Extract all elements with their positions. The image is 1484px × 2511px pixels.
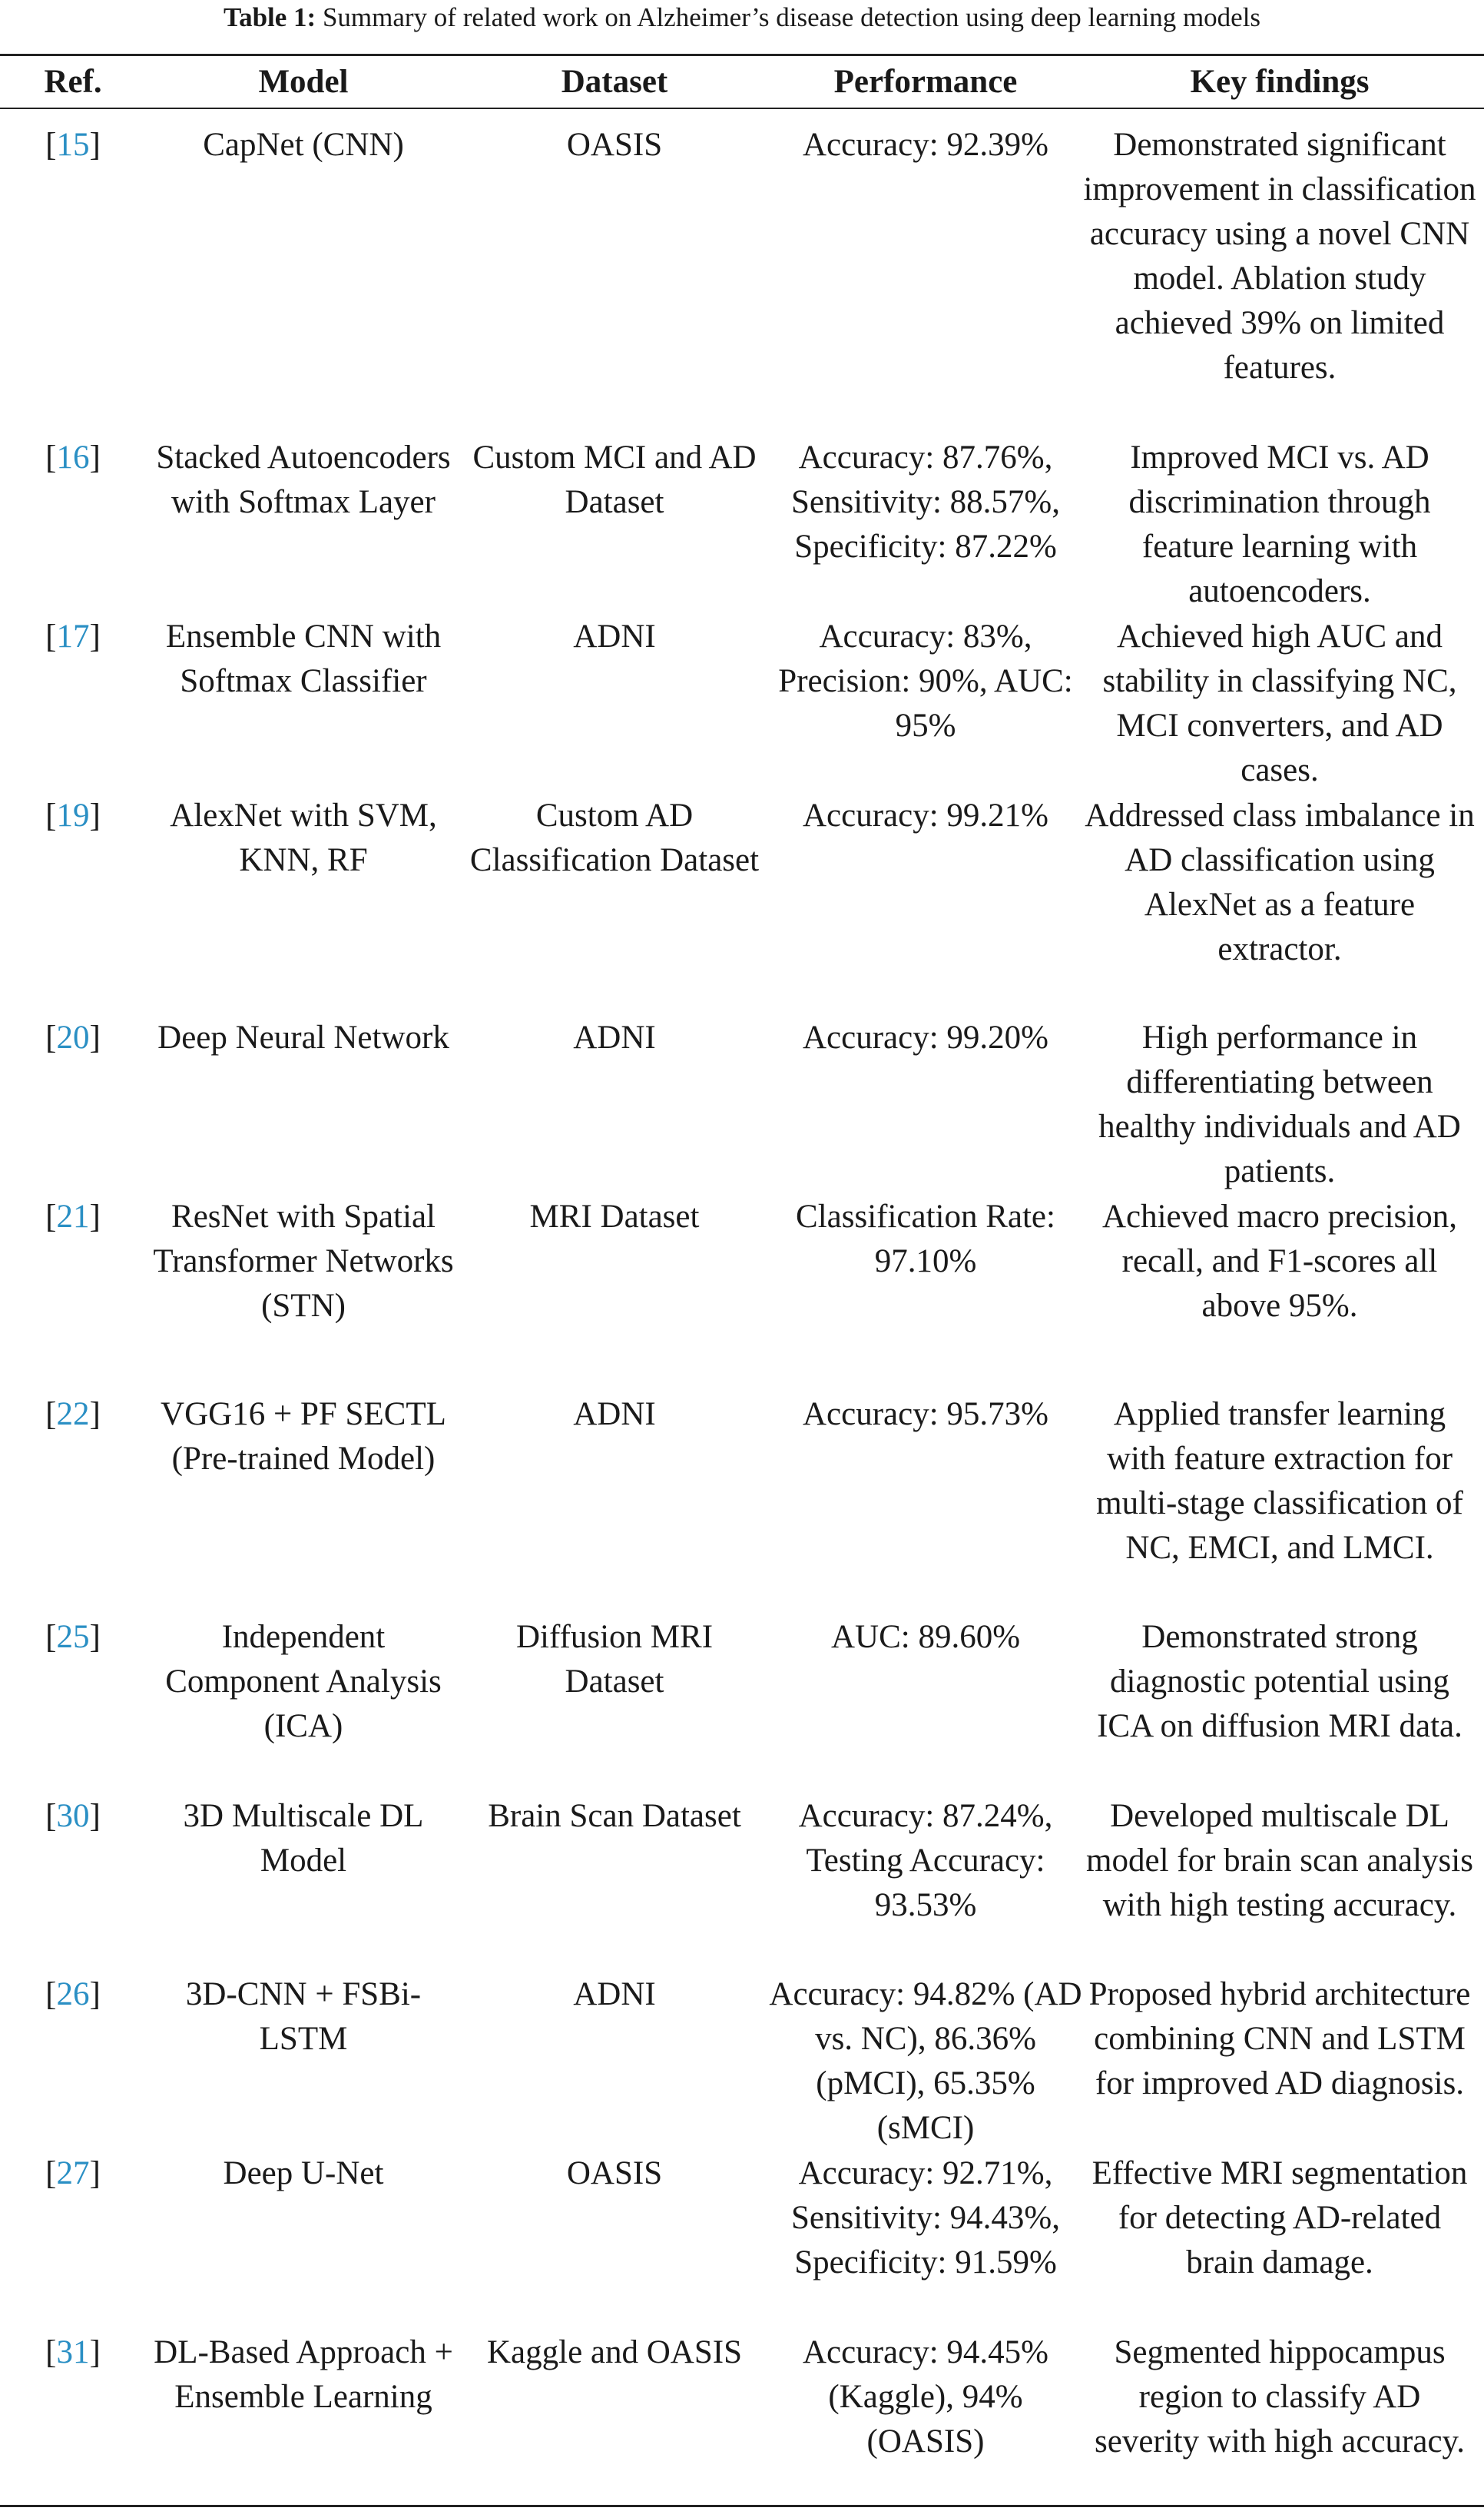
dataset-cell: Custom MCI and AD Dataset: [472, 440, 757, 520]
performance-cell: Classification Rate: 97.10%: [796, 1199, 1055, 1279]
ref-link[interactable]: 22: [56, 1396, 90, 1432]
ref-link[interactable]: 25: [56, 1619, 90, 1655]
model-cell: ResNet with Spatial Transformer Networks (STN): [153, 1199, 454, 1324]
ref-bracket-close: ]: [89, 2334, 101, 2370]
ref-bracket-close: ]: [89, 1020, 101, 1056]
ref-cell: [23, 1392, 123, 1437]
ref-bracket-open: [: [45, 798, 57, 834]
model-cell: Ensemble CNN with Softmax Classifier: [165, 619, 442, 699]
model-cell: Independent Component Analysis (ICA): [165, 1619, 442, 1744]
ref-bracket-close: ]: [89, 2155, 101, 2191]
model-cell: 3D Multiscale DL Model: [183, 1798, 424, 1879]
ref-cell: [23, 2330, 123, 2375]
ref-cell: [23, 1016, 123, 1060]
dataset-cell: Custom AD Classification Dataset: [469, 798, 760, 878]
ref-bracket-close: ]: [89, 1396, 101, 1432]
findings-cell: Segmented hippocampus region to classify AD severity with high accuracy.: [1095, 2334, 1465, 2460]
header-performance: Performance: [833, 64, 1018, 100]
header-ref: Ref.: [44, 64, 102, 100]
findings-cell: Applied transfer learning with feature extraction for multi-stage classification of NC, EMCI, and LMCI.: [1096, 1396, 1463, 1566]
findings-cell: Effective MRI segmentation for detecting AD-related brain damage.: [1091, 2155, 1468, 2280]
header-dataset: Dataset: [561, 64, 668, 100]
findings-cell: Demonstrated significant improvement in classification accuracy using a novel CNN model. Ablation study achieved 39% on limited features.: [1083, 127, 1476, 386]
ref-cell: [23, 1972, 123, 2017]
performance-cell: Accuracy: 87.24%, Testing Accuracy: 93.53%: [798, 1798, 1053, 1923]
model-cell: Stacked Autoencoders with Softmax Layer: [156, 440, 451, 520]
ref-cell: [23, 615, 123, 659]
ref-bracket-open: [: [45, 619, 57, 655]
header-rule: [0, 108, 1484, 109]
model-cell: 3D-CNN + FSBi-LSTM: [185, 1976, 422, 2057]
ref-link[interactable]: 20: [56, 1020, 90, 1056]
ref-cell: [23, 123, 123, 168]
findings-cell: Addressed class imbalance in AD classification using AlexNet as a feature extractor.: [1085, 798, 1475, 967]
ref-cell: [23, 436, 123, 480]
ref-link[interactable]: 15: [56, 127, 90, 163]
ref-bracket-close: ]: [89, 1199, 101, 1235]
ref-link[interactable]: 30: [56, 1798, 90, 1834]
ref-link[interactable]: 19: [56, 798, 90, 834]
ref-bracket-open: [: [45, 2334, 57, 2370]
ref-bracket-open: [: [45, 127, 57, 163]
findings-cell: High performance in differentiating between healthy individuals and AD patients.: [1098, 1020, 1461, 1189]
performance-cell: Accuracy: 94.82% (AD vs. NC), 86.36% (pMCI), 65.35% (sMCI): [769, 1976, 1082, 2146]
dataset-cell: OASIS: [566, 2155, 663, 2191]
ref-cell: [23, 2151, 123, 2196]
dataset-cell: OASIS: [566, 127, 663, 163]
findings-cell: Achieved high AUC and stability in classifying NC, MCI converters, and AD cases.: [1102, 619, 1457, 788]
model-cell: Deep Neural Network: [157, 1020, 449, 1056]
performance-cell: Accuracy: 99.20%: [803, 1020, 1048, 1056]
findings-cell: Demonstrated strong diagnostic potential using ICA on diffusion MRI data.: [1097, 1619, 1462, 1744]
bottom-rule: [0, 2505, 1484, 2507]
ref-bracket-close: ]: [89, 127, 101, 163]
dataset-cell: Brain Scan Dataset: [488, 1798, 741, 1834]
performance-cell: Accuracy: 87.76%, Sensitivity: 88.57%, Specificity: 87.22%: [791, 440, 1060, 565]
ref-bracket-close: ]: [89, 619, 101, 655]
dataset-cell: Diffusion MRI Dataset: [515, 1619, 714, 1700]
ref-bracket-open: [: [45, 1798, 57, 1834]
ref-bracket-open: [: [45, 1199, 57, 1235]
top-rule: [0, 54, 1484, 56]
ref-link[interactable]: 16: [56, 440, 90, 476]
ref-cell: [23, 1615, 123, 1660]
ref-link[interactable]: 17: [56, 619, 90, 655]
dataset-cell: ADNI: [573, 1976, 656, 2012]
dataset-cell: Kaggle and OASIS: [486, 2334, 742, 2370]
findings-cell: Achieved macro precision, recall, and F1-scores all above 95%.: [1101, 1199, 1458, 1324]
performance-cell: Accuracy: 95.73%: [803, 1396, 1048, 1432]
ref-cell: [23, 1195, 123, 1239]
performance-cell: AUC: 89.60%: [830, 1619, 1021, 1655]
ref-link[interactable]: 26: [56, 1976, 90, 2012]
ref-cell: [23, 1794, 123, 1839]
ref-bracket-close: ]: [89, 1798, 101, 1834]
ref-link[interactable]: 31: [56, 2334, 90, 2370]
dataset-cell: MRI Dataset: [529, 1199, 700, 1235]
caption-text: Summary of related work on Alzheimer’s disease detection using deep learning models: [316, 2, 1261, 32]
performance-cell: Accuracy: 92.39%: [803, 127, 1048, 163]
dataset-cell: ADNI: [573, 1396, 656, 1432]
ref-link[interactable]: 27: [56, 2155, 90, 2191]
ref-cell: [23, 794, 123, 838]
performance-cell: Accuracy: 94.45% (Kaggle), 94% (OASIS): [803, 2334, 1048, 2460]
model-cell: AlexNet with SVM, KNN, RF: [170, 798, 437, 878]
performance-cell: Accuracy: 83%, Precision: 90%, AUC: 95%: [778, 619, 1073, 744]
model-cell: CapNet (CNN): [203, 127, 404, 163]
dataset-cell: ADNI: [573, 1020, 656, 1056]
ref-bracket-close: ]: [89, 798, 101, 834]
performance-cell: Accuracy: 92.71%, Sensitivity: 94.43%, Specificity: 91.59%: [791, 2155, 1060, 2280]
ref-bracket-open: [: [45, 2155, 57, 2191]
findings-cell: Proposed hybrid architecture combining CNN and LSTM for improved AD diagnosis.: [1088, 1976, 1471, 2101]
ref-bracket-close: ]: [89, 440, 101, 476]
ref-link[interactable]: 21: [56, 1199, 90, 1235]
findings-cell: Developed multiscale DL model for brain scan analysis with high testing accuracy.: [1086, 1798, 1473, 1923]
model-cell: Deep U-Net: [223, 2155, 384, 2191]
ref-bracket-close: ]: [89, 1619, 101, 1655]
performance-cell: Accuracy: 99.21%: [803, 798, 1048, 834]
ref-bracket-open: [: [45, 440, 57, 476]
dataset-cell: ADNI: [573, 619, 656, 655]
findings-cell: Improved MCI vs. AD discrimination through feature learning with autoencoders.: [1128, 440, 1431, 609]
ref-bracket-close: ]: [89, 1976, 101, 2012]
table-caption: [0, 0, 1484, 37]
ref-bracket-open: [: [45, 1396, 57, 1432]
ref-bracket-open: [: [45, 1976, 57, 2012]
model-cell: VGG16 + PF SECTL (Pre-trained Model): [161, 1396, 446, 1477]
header-key-findings: Key findings: [1190, 64, 1370, 100]
ref-bracket-open: [: [45, 1020, 57, 1056]
model-cell: DL-Based Approach + Ensemble Learning: [154, 2334, 453, 2415]
ref-bracket-open: [: [45, 1619, 57, 1655]
header-model: Model: [258, 64, 349, 100]
caption-label: Table 1:: [223, 2, 316, 32]
